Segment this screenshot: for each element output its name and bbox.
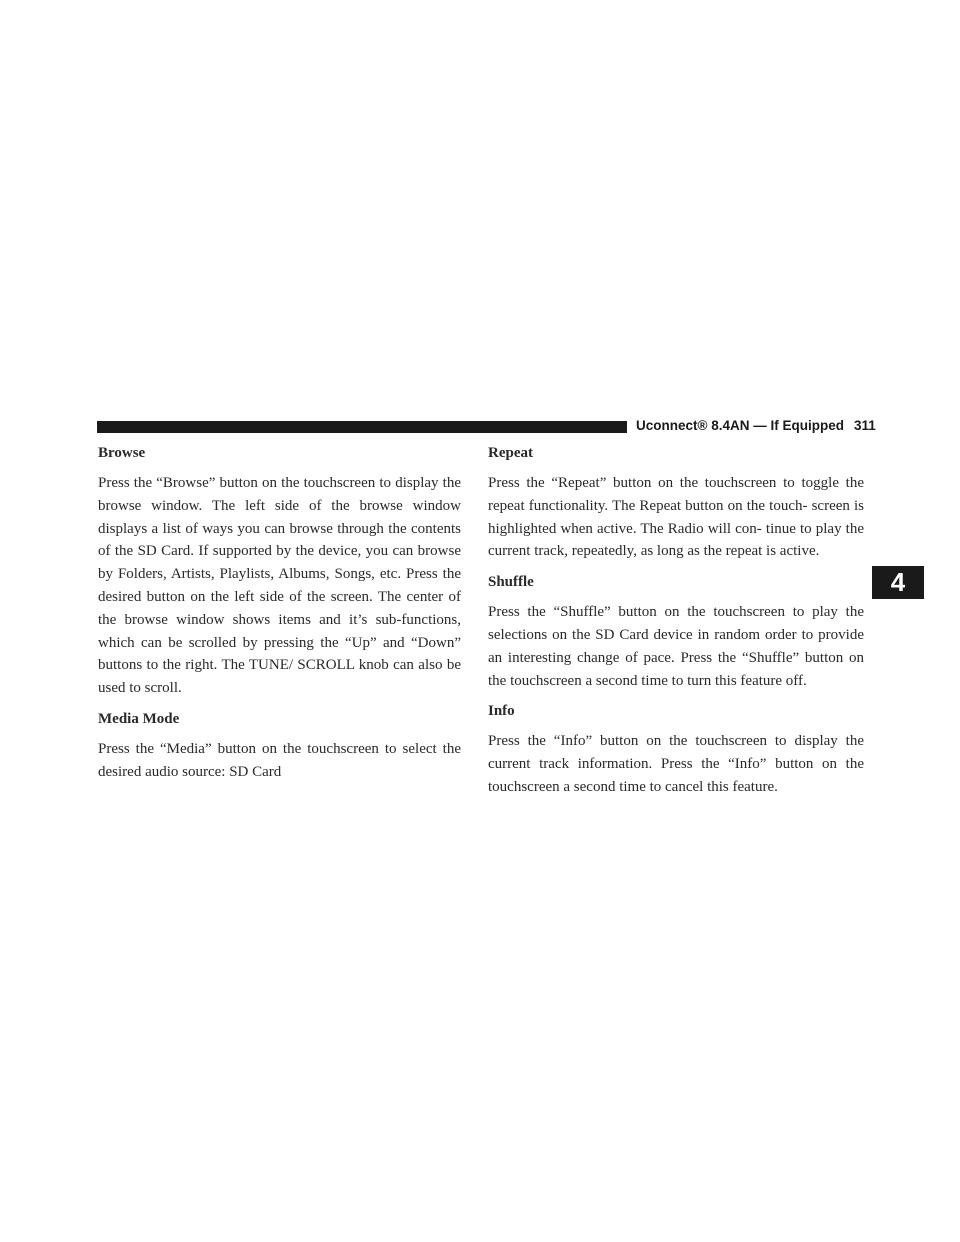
header-rule-bar bbox=[97, 421, 627, 433]
repeat-heading: Repeat bbox=[488, 445, 533, 461]
media-mode-heading: Media Mode bbox=[98, 710, 180, 727]
chapter-tab: 4 bbox=[872, 566, 924, 599]
shuffle-paragraph: Press the “Shuffle” button on the touchscreen to play the selections on the SD Card device in random order to provide an interesting change of pace. Press the “Shuffle” button on the touchscreen a second time to turn this feature off. bbox=[488, 604, 864, 689]
browse-heading: Browse bbox=[98, 445, 146, 461]
media-mode-paragraph: Press the “Media” button on the touchscreen to select the desired audio source: SD Card bbox=[98, 740, 461, 780]
page-number: 311 bbox=[853, 418, 876, 433]
running-header-title: Uconnect® 8.4AN — If Equipped bbox=[636, 418, 844, 433]
left-column bbox=[98, 442, 461, 792]
repeat-paragraph: Press the “Repeat” button on the touchscreen to toggle the repeat functionality. The Repeat button on the touch- screen is highlighted when active. The Radio will con- tinue to play the current track, repeatedly, as long as the repeat is active. bbox=[488, 475, 864, 560]
right-column bbox=[488, 442, 864, 807]
info-heading: Info bbox=[488, 703, 515, 720]
running-header bbox=[636, 418, 876, 433]
info-paragraph: Press the “Info” button on the touchscreen to display the current track information. Press the “Info” button on the touchscreen a second time to cancel this feature. bbox=[488, 733, 864, 795]
browse-paragraph: Press the “Browse” button on the touchscreen to display the browse window. The left side of the browse window displays a list of ways you can browse through the contents of the SD Card. If supported by the device, you can browse by Folders, Artists, Playlists, Albums, Songs, etc. Press the desired button on the left side of the screen. The center of the browse window shows items and it’s sub-functions, which can be scrolled by pressing the “Up” and “Down” buttons to the right. The TUNE/ SCROLL knob can also be used to scroll. bbox=[98, 475, 461, 697]
shuffle-heading: Shuffle bbox=[488, 574, 534, 591]
